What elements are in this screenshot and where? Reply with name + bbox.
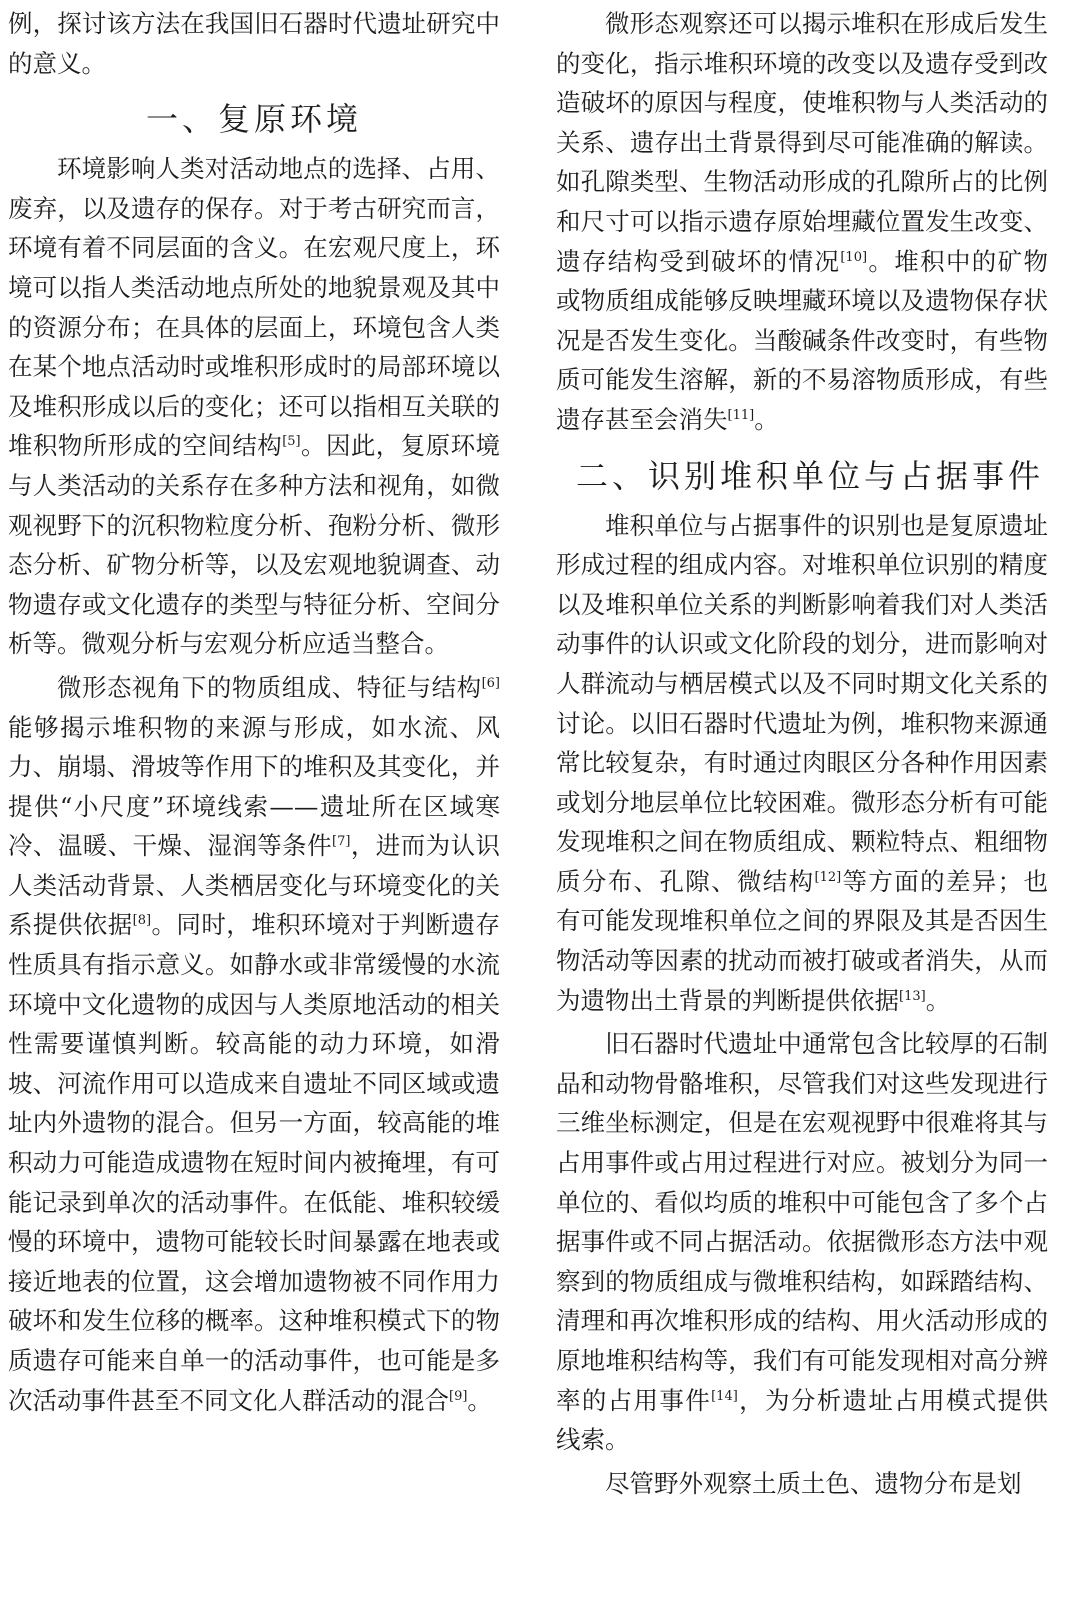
text-run: 环境影响人类对活动地点的选择、占用、废弃，以及遗存的保存。对于考古研究而言，环境有着不同层面的含义。在宏观尺度上，环境可以指人类活动地点所处的地貌景观及其中的资源分布；在具体的层面上，环境包含人类在某个地点活动时或堆积形成时的局部环境以及堆积形成以后的变化；还可以指相互关联的堆积物所形成的空间结构 bbox=[8, 154, 500, 461]
left-column bbox=[8, 4, 500, 1420]
text-run: 堆积单位与占据事件的识别也是复原遗址形成过程的组成内容。对堆积单位识别的精度以及堆积单位关系的判断影响着我们对人类活动事件的认识或文化阶段的划分，进而影响对人群流动与栖居模式以及不同时期文化关系的讨论。以旧石器时代遗址为例，堆积物来源通常比较复杂，有时通过肉眼区分各种作用因素或划分地层单位比较困难。微形态分析有可能发现堆积之间在物质组成、颗粒特点、粗细物质分布、孔隙、微结构 bbox=[556, 510, 1048, 896]
citation-ref[interactable]: [11] bbox=[727, 407, 755, 423]
paragraph-environment bbox=[8, 149, 500, 664]
citation-ref[interactable]: [14] bbox=[711, 1388, 738, 1404]
text-run: 等方面的差异；也有可能发现堆积单位之间的界限及其是否因生物活动等因素的扰动而被打破或者消失，从而为遗物出土背景的判断提供依据 bbox=[556, 866, 1049, 1015]
text-run: 。同时，堆积环境对于判断遗存性质具有指示意义。如静水或非常缓慢的水流环境中文化遗物的成因与人类原地活动的相关性需要谨慎判断。较高能的动力环境，如滑坡、河流作用可以造成来自遗址不同区域或遗址内外遗物的混合。但另一方面，较高能的堆积动力可能造成遗物在短时间内被掩埋，有可能记录到单次的活动事件。在低能、堆积较缓慢的环境中，遗物可能较长时间暴露在地表或接近地表的位置，这会增加遗物被不同作用力破坏和发生位移的概率。这种堆积模式下的物质遗存可能来自单一的活动事件，也可能是多次活动事件甚至不同文化人群活动的混合 bbox=[8, 910, 501, 1415]
citation-ref[interactable]: [7] bbox=[332, 834, 351, 850]
text-run: 。 bbox=[467, 1385, 492, 1415]
text-run: ，为分析遗址占用模式提供线索。 bbox=[556, 1385, 1049, 1455]
citation-ref[interactable]: [10] bbox=[840, 249, 868, 265]
paragraph-post-depositional-change bbox=[556, 4, 1048, 440]
citation-ref[interactable]: [8] bbox=[132, 913, 152, 929]
citation-ref[interactable]: [12] bbox=[814, 869, 842, 885]
text-run: 。 bbox=[925, 985, 951, 1015]
citation-ref[interactable]: [5] bbox=[282, 434, 301, 450]
text-run: 微形态视角下的物质组成、特征与结构 bbox=[57, 672, 482, 702]
right-column bbox=[556, 4, 1048, 1503]
text-run: 。 bbox=[754, 404, 779, 434]
paragraph-deposit-units bbox=[556, 506, 1048, 1021]
text-run: 。堆积中的矿物或物质组成能够反映埋藏环境以及遗物保存状况是否发生变化。当酸碱条件改变时，有些物质可能发生溶解，新的不易溶物质形成，有些遗存甚至会消失 bbox=[556, 246, 1049, 434]
paragraph-micromorphology-view bbox=[8, 668, 500, 1420]
section-heading-identify-units: 二、识别堆积单位与占据事件 bbox=[576, 456, 1045, 495]
section-heading-restore-environment: 一、复原环境 bbox=[145, 100, 362, 139]
text-run: 。因此，复原环境与人类活动的关系存在多种方法和视角，如微观视野下的沉积物粒度分析、孢粉分析、微形态分析、矿物分析等，以及宏观地貌调查、动物遗存或文化遗存的类型与特征分析、空间分析等。微观分析与宏观分析应适当整合。 bbox=[8, 431, 501, 659]
text-run: 旧石器时代遗址中通常包含比较厚的石制品和动物骨骼堆积，尽管我们对这些发现进行三维坐标测定，但是在宏观视野中很难将其与占用事件或占用过程进行对应。被划分为同一单位的、看似均质的堆积中可能包含了多个占据事件或不同占据活动。依据微形态方法中观察到的物质组成与微堆积结构，如踩踏结构、清理和再次堆积形成的结构、用火活动形成的原地堆积结构等，我们有可能发现相对高分辨率的占用事件 bbox=[556, 1029, 1048, 1415]
paragraph-occupation-events bbox=[556, 1024, 1048, 1460]
citation-ref[interactable]: [9] bbox=[449, 1388, 468, 1404]
text-run: 能够揭示堆积物的来源与形成，如水流、风力、崩塌、滑坡等作用下的堆积及其变化，并提供“小尺度”环境线索——遗址所在区域寒冷、温暖、干燥、湿润等条件 bbox=[8, 712, 500, 861]
intro-tail-paragraph: 例，探讨该方法在我国旧石器时代遗址研究中的意义。 bbox=[8, 9, 500, 78]
text-run: ，进而为认识人类活动背景、人类栖居变化与环境变化的关系提供依据 bbox=[8, 831, 501, 940]
citation-ref[interactable]: [6] bbox=[481, 675, 500, 691]
text-run: 微形态观察还可以揭示堆积在形成后发生的变化，指示堆积环境的改变以及遗存受到改造破坏的原因与程度，使堆积物与人类活动的关系、遗存出土背景得到尽可能准确的解读。如孔隙类型、生物活动形成的孔隙所占的比例和尺寸可以指示遗存原始埋藏位置发生改变、遗存结构受到破坏的情况 bbox=[556, 9, 1048, 276]
paragraph-field-observation-start: 尽管野外观察土质土色、遗物分布是划 bbox=[605, 1468, 1022, 1498]
citation-ref[interactable]: [13] bbox=[899, 988, 926, 1004]
